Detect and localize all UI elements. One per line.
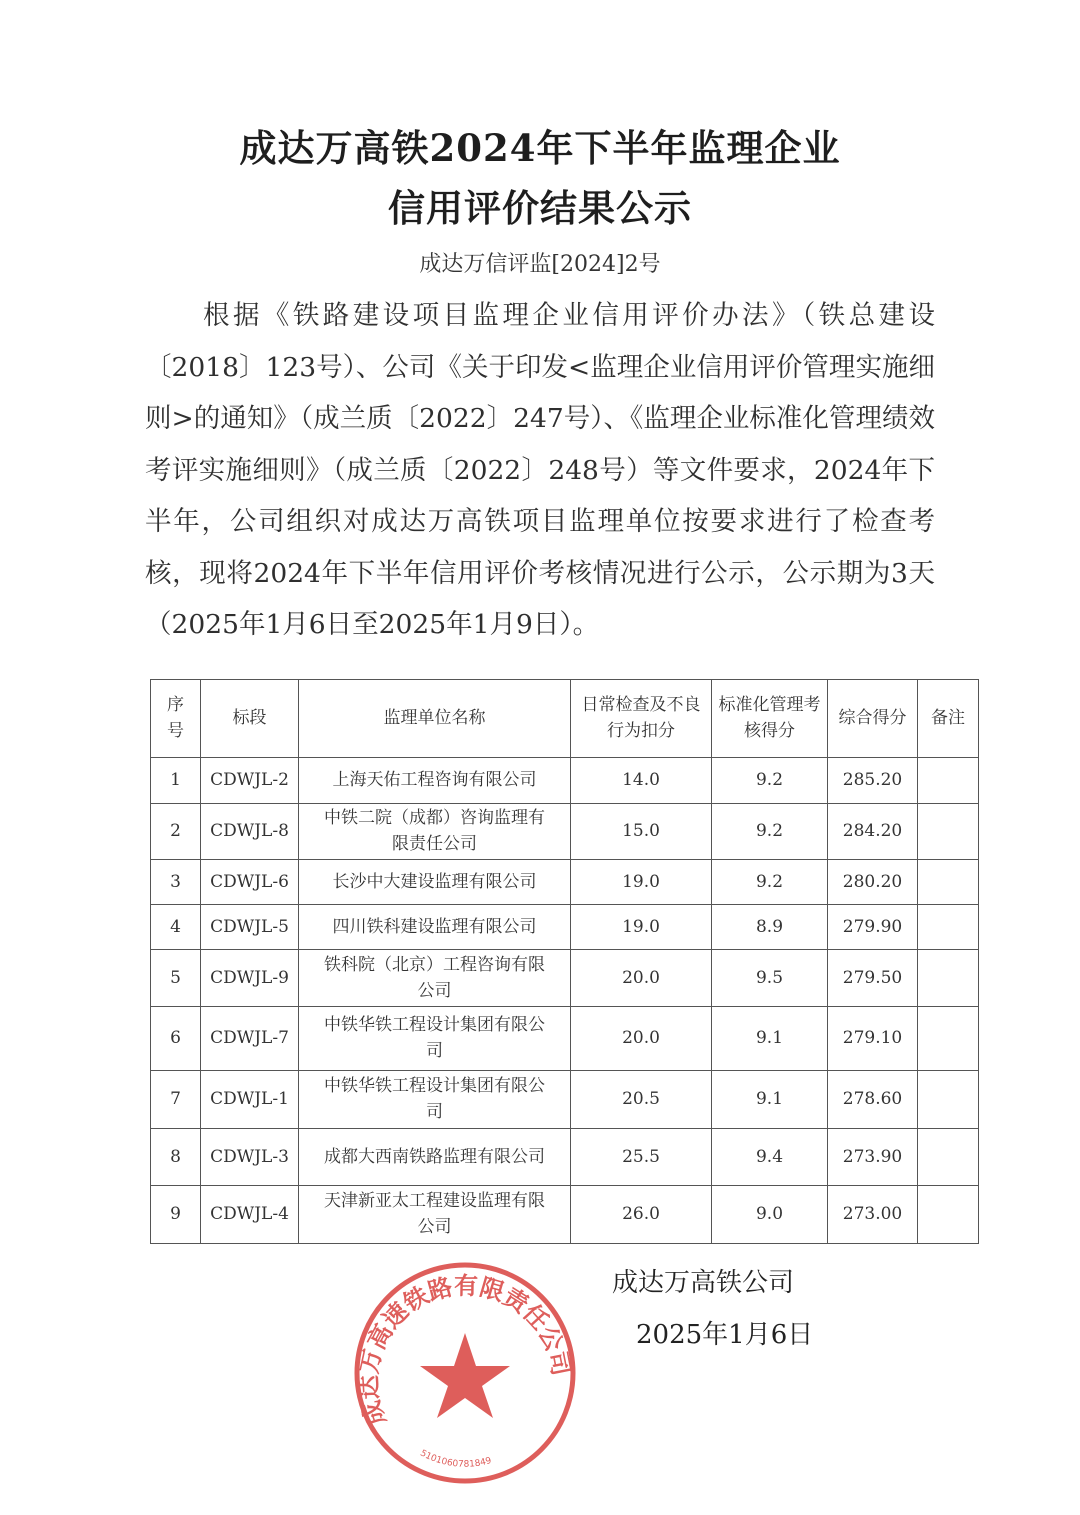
table-header-row — [151, 679, 979, 757]
table-cell: 284.20 — [828, 803, 918, 859]
column-header: 日常检查及不良行为扣分 — [571, 679, 712, 757]
table-row — [151, 757, 979, 803]
table-row — [151, 949, 979, 1006]
table-row — [151, 803, 979, 859]
results-table — [150, 679, 979, 1244]
table-cell: 9.1 — [712, 1006, 828, 1070]
table-cell: CDWJL-1 — [201, 1070, 299, 1128]
table-row — [151, 1070, 979, 1128]
table-cell — [918, 757, 979, 803]
table-row — [151, 1185, 979, 1243]
table-cell — [918, 859, 979, 904]
body-text — [145, 290, 935, 651]
table-cell: 20.0 — [571, 1006, 712, 1070]
table-cell: 25.5 — [571, 1128, 712, 1185]
table-cell: 8 — [151, 1128, 201, 1185]
title-line-2: 信用评价结果公示 — [388, 186, 692, 230]
table-row — [151, 859, 979, 904]
table-cell: 15.0 — [571, 803, 712, 859]
table-cell — [918, 803, 979, 859]
table-cell: 成都大西南铁路监理有限公司 — [299, 1128, 571, 1185]
column-header: 综合得分 — [828, 679, 918, 757]
table-cell: 9.1 — [712, 1070, 828, 1128]
document-number: 成达万信评监[2024]2号 — [419, 252, 661, 277]
table-cell: 9.2 — [712, 757, 828, 803]
table-cell: 280.20 — [828, 859, 918, 904]
table-cell: 6 — [151, 1006, 201, 1070]
table-cell: CDWJL-5 — [201, 904, 299, 949]
svg-text:5101060781849: 5101060781849 — [418, 1447, 493, 1470]
table-cell: 中铁华铁工程设计集团有限公司 — [299, 1070, 571, 1128]
table-cell: 中铁华铁工程设计集团有限公司 — [299, 1006, 571, 1070]
table-cell: 26.0 — [571, 1185, 712, 1243]
table-cell: 7 — [151, 1070, 201, 1128]
table-cell: CDWJL-9 — [201, 949, 299, 1006]
table-cell — [918, 1185, 979, 1243]
table-cell: CDWJL-8 — [201, 803, 299, 859]
company-seal — [350, 1258, 580, 1488]
table-cell: 中铁二院（成都）咨询监理有限责任公司 — [299, 803, 571, 859]
table-cell — [918, 949, 979, 1006]
table-cell: CDWJL-4 — [201, 1185, 299, 1243]
table-cell: CDWJL-2 — [201, 757, 299, 803]
table-cell: 4 — [151, 904, 201, 949]
table-row — [151, 1006, 979, 1070]
table-cell — [918, 1006, 979, 1070]
table-cell: 9.5 — [712, 949, 828, 1006]
table-cell: 14.0 — [571, 757, 712, 803]
table-cell: 9 — [151, 1185, 201, 1243]
table-cell: 铁科院（北京）工程咨询有限公司 — [299, 949, 571, 1006]
table-cell: 19.0 — [571, 904, 712, 949]
table-cell: 3 — [151, 859, 201, 904]
table-cell: 20.0 — [571, 949, 712, 1006]
column-header: 备注 — [918, 679, 979, 757]
table-row — [151, 1128, 979, 1185]
title-line-1: 成达万高铁2024年下半年监理企业 — [239, 126, 841, 170]
table-cell: 2 — [151, 803, 201, 859]
table-cell: 9.0 — [712, 1185, 828, 1243]
table-cell: 9.4 — [712, 1128, 828, 1185]
signature-org: 成达万高铁公司 — [612, 1267, 795, 1298]
table-cell — [918, 904, 979, 949]
table-cell: 273.00 — [828, 1185, 918, 1243]
table-cell: 279.90 — [828, 904, 918, 949]
signature-date: 2025年1月6日 — [636, 1319, 814, 1350]
signature-block — [0, 1258, 1080, 1498]
column-header: 序号 — [151, 679, 201, 757]
table-cell: 长沙中大建设监理有限公司 — [299, 859, 571, 904]
column-header: 监理单位名称 — [299, 679, 571, 757]
table-cell: 9.2 — [712, 803, 828, 859]
table-cell — [918, 1128, 979, 1185]
table-cell: 279.10 — [828, 1006, 918, 1070]
table-cell: 上海天佑工程咨询有限公司 — [299, 757, 571, 803]
table-cell: 5 — [151, 949, 201, 1006]
table-cell: 285.20 — [828, 757, 918, 803]
table-cell: 8.9 — [712, 904, 828, 949]
table-cell: CDWJL-7 — [201, 1006, 299, 1070]
table-cell: 20.5 — [571, 1070, 712, 1128]
table-cell — [918, 1070, 979, 1128]
table-cell: 279.50 — [828, 949, 918, 1006]
table-cell: 273.90 — [828, 1128, 918, 1185]
table-cell: 278.60 — [828, 1070, 918, 1128]
table-cell: 天津新亚太工程建设监理有限公司 — [299, 1185, 571, 1243]
table-cell: 四川铁科建设监理有限公司 — [299, 904, 571, 949]
table-cell: 9.2 — [712, 859, 828, 904]
column-header: 标段 — [201, 679, 299, 757]
svg-text:成达万高速铁路有限责任公司: 成达万高速铁路有限责任公司 — [354, 1271, 576, 1429]
table-cell: CDWJL-3 — [201, 1128, 299, 1185]
table-cell: 1 — [151, 757, 201, 803]
body-paragraph: 根据《铁路建设项目监理企业信用评价办法》（铁总建设〔2018〕123号）、公司《关于印发<监理企业信用评价管理实施细则>的通知》（成兰质〔2022〕247号）、《监理企业标准化管理绩效考评实施细则》（成兰质〔2022〕248号）等文件要求，2024年下半年，公司组织对成达万高铁项目监理单位按要求进行了检查考核，现将2024年下半年信用评价考核情况进行公示，公示期为3天（2025年1月6日至2025年1月9日）。 — [145, 300, 935, 640]
table-row — [151, 904, 979, 949]
column-header: 标准化管理考核得分 — [712, 679, 828, 757]
table-cell: CDWJL-6 — [201, 859, 299, 904]
table-cell: 19.0 — [571, 859, 712, 904]
